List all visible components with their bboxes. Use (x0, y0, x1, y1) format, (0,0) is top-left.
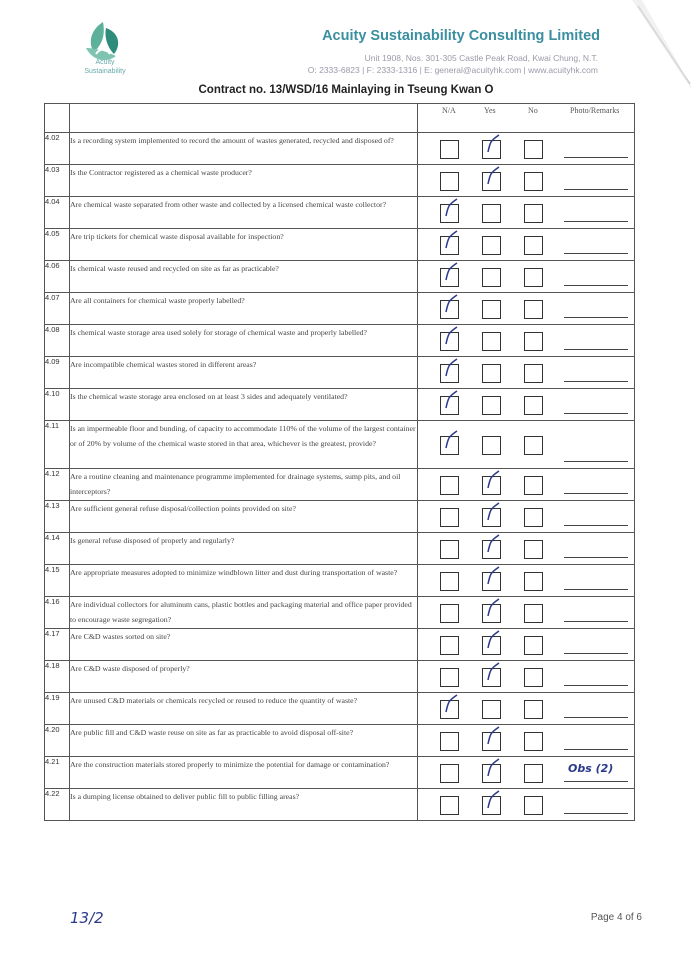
handwritten-page-note (68, 903, 118, 931)
no-checkbox[interactable] (524, 700, 543, 719)
item-number: 4.18 (45, 661, 70, 693)
answer-cell (418, 501, 635, 533)
na-checkbox[interactable] (440, 172, 459, 191)
checklist-row (45, 597, 635, 629)
yes-checkbox[interactable] (482, 204, 501, 223)
item-question: Is an impermeable floor and bunding, of capacity to accommodate 110% of the volume of the largest container or of 20% by volume of the chemical waste stored in that area, whichever is the greatest, provide? (70, 421, 418, 469)
tick-mark-icon (444, 294, 458, 316)
item-number: 4.21 (45, 757, 70, 789)
no-checkbox[interactable] (524, 636, 543, 655)
answer-cell (418, 565, 635, 597)
item-number: 4.06 (45, 261, 70, 293)
remarks-line[interactable] (564, 381, 628, 382)
checklist-row (45, 757, 635, 789)
answer-cell (418, 661, 635, 693)
yes-checkbox[interactable] (482, 332, 501, 351)
item-number: 4.14 (45, 533, 70, 565)
checklist-row (45, 661, 635, 693)
tick-mark-icon (444, 694, 458, 716)
no-checkbox[interactable] (524, 764, 543, 783)
na-checkbox[interactable] (440, 508, 459, 527)
tick-mark-icon (486, 630, 500, 652)
item-question: Are the construction materials stored properly to minimize the potential for damage or contamination? (70, 757, 418, 789)
item-number: 4.16 (45, 597, 70, 629)
remarks-line[interactable] (564, 813, 628, 814)
no-checkbox[interactable] (524, 732, 543, 751)
item-question: Are C&D waste disposed of properly? (70, 661, 418, 693)
answer-cell (418, 597, 635, 629)
tick-mark-icon (486, 726, 500, 748)
page-corner-fold (632, 0, 692, 90)
no-checkbox[interactable] (524, 572, 543, 591)
remarks-line[interactable] (564, 685, 628, 686)
item-question: Is the Contractor registered as a chemical waste producer? (70, 165, 418, 197)
tick-mark-icon (444, 262, 458, 284)
answer-cell (418, 421, 635, 469)
answer-cell (418, 789, 635, 821)
yes-checkbox[interactable] (482, 268, 501, 287)
remarks-line[interactable] (564, 253, 628, 254)
no-checkbox[interactable] (524, 476, 543, 495)
na-checkbox[interactable] (440, 540, 459, 559)
header-question-cell (70, 104, 418, 133)
checklist-row (45, 389, 635, 421)
item-question: Are public fill and C&D waste reuse on site as far as practicable to avoid disposal off-site? (70, 725, 418, 757)
checklist-row (45, 725, 635, 757)
item-question: Are a routine cleaning and maintenance programme implemented for drainage systems, sump pits, and oil interceptors? (70, 469, 418, 501)
remarks-line[interactable] (564, 525, 628, 526)
no-checkbox[interactable] (524, 204, 543, 223)
answer-cell (418, 389, 635, 421)
remarks-line[interactable] (564, 285, 628, 286)
header-answer-cell (418, 104, 635, 133)
item-question: Are trip tickets for chemical waste disposal available for inspection? (70, 229, 418, 261)
company-address (250, 52, 598, 76)
tick-mark-icon (486, 134, 500, 156)
tick-mark-icon (486, 470, 500, 492)
tick-mark-icon (486, 598, 500, 620)
contract-title: Contract no. 13/WSD/16 Mainlaying in Tseung Kwan O (198, 84, 494, 96)
no-checkbox[interactable] (524, 268, 543, 287)
item-question: Is chemical waste storage area used solely for storage of chemical waste and properly labelled? (70, 325, 418, 357)
answer-cell (418, 693, 635, 725)
no-checkbox[interactable] (524, 508, 543, 527)
remarks-line[interactable] (564, 653, 628, 654)
address-line: Unit 1908, Nos. 301-305 Castle Peak Road, Kwai Chung, N.T. (364, 53, 598, 63)
checklist-row (45, 533, 635, 565)
remarks-line[interactable] (564, 461, 628, 462)
answer-cell (418, 293, 635, 325)
no-checkbox[interactable] (524, 668, 543, 687)
no-checkbox[interactable] (524, 300, 543, 319)
item-number: 4.04 (45, 197, 70, 229)
checklist-row (45, 421, 635, 469)
item-question: Are sufficient general refuse disposal/collection points provided on site? (70, 501, 418, 533)
item-number: 4.20 (45, 725, 70, 757)
no-checkbox[interactable] (524, 332, 543, 351)
checklist-row (45, 229, 635, 261)
answer-cell (418, 261, 635, 293)
item-number: 4.13 (45, 501, 70, 533)
tick-mark-icon (486, 790, 500, 812)
na-checkbox[interactable] (440, 476, 459, 495)
tick-mark-icon (444, 390, 458, 412)
no-checkbox[interactable] (524, 172, 543, 191)
tick-mark-icon (486, 566, 500, 588)
item-question: Are all containers for chemical waste properly labelled? (70, 293, 418, 325)
checklist-row (45, 565, 635, 597)
answer-cell (418, 197, 635, 229)
item-question: Are chemical waste separated from other waste and collected by a licensed chemical waste collector? (70, 197, 418, 229)
remarks-line[interactable] (564, 317, 628, 318)
checklist-row (45, 325, 635, 357)
answer-cell (418, 757, 635, 789)
item-number: 4.12 (45, 469, 70, 501)
answer-cell (418, 629, 635, 661)
remarks-line[interactable] (564, 717, 628, 718)
checklist-row (45, 165, 635, 197)
tick-mark-icon (486, 758, 500, 780)
na-checkbox[interactable] (440, 636, 459, 655)
yes-checkbox[interactable] (482, 364, 501, 383)
remarks-line[interactable] (564, 413, 628, 414)
remarks-line[interactable] (564, 749, 628, 750)
logo-tagline: Sustainability (84, 68, 126, 75)
remarks-line[interactable] (564, 589, 628, 590)
tick-mark-icon (486, 166, 500, 188)
checklist-row (45, 197, 635, 229)
item-number: 4.02 (45, 133, 70, 165)
item-number: 4.08 (45, 325, 70, 357)
answer-cell (418, 533, 635, 565)
item-question: Are appropriate measures adopted to minimize windblown litter and dust during transportation of waste? (70, 565, 418, 597)
item-number: 4.07 (45, 293, 70, 325)
item-number: 4.17 (45, 629, 70, 661)
tick-mark-icon (444, 230, 458, 252)
tick-mark-icon (444, 198, 458, 220)
remarks-line[interactable] (564, 157, 628, 158)
na-checkbox[interactable] (440, 668, 459, 687)
remarks-line[interactable] (564, 189, 628, 190)
answer-cell (418, 469, 635, 501)
yes-checkbox[interactable] (482, 700, 501, 719)
header-no-cell (45, 104, 70, 133)
tick-mark-icon (444, 430, 458, 452)
answer-cell (418, 133, 635, 165)
remarks-line[interactable] (564, 349, 628, 350)
item-number: 4.05 (45, 229, 70, 261)
na-checkbox[interactable] (440, 604, 459, 623)
tick-mark-icon (486, 502, 500, 524)
tick-mark-icon (486, 534, 500, 556)
remarks-line[interactable] (564, 493, 628, 494)
remark-text: Obs (2) (568, 762, 614, 775)
checklist-row (45, 629, 635, 661)
tick-mark-icon (444, 326, 458, 348)
na-checkbox[interactable] (440, 140, 459, 159)
remarks-line[interactable] (564, 621, 628, 622)
no-checkbox[interactable] (524, 604, 543, 623)
na-checkbox[interactable] (440, 732, 459, 751)
checklist-row (45, 789, 635, 821)
item-question: Is the chemical waste storage area enclosed on at least 3 sides and adequately ventilated? (70, 389, 418, 421)
answer-cell (418, 357, 635, 389)
item-question: Is chemical waste reused and recycled on site as far as practicable? (70, 261, 418, 293)
logo-text (70, 58, 140, 76)
no-checkbox[interactable] (524, 540, 543, 559)
signature-text: 13/2 (70, 909, 104, 927)
checklist-row (45, 293, 635, 325)
contact-line: O: 2333-6823 | F: 2333-1316 | E: general@acuityhk.com | www.acuityhk.com (307, 65, 598, 75)
checklist-row (45, 133, 635, 165)
remarks-line[interactable] (564, 781, 628, 782)
remarks-line[interactable] (564, 557, 628, 558)
header-no: No (528, 106, 538, 115)
no-checkbox[interactable] (524, 436, 543, 455)
na-checkbox[interactable] (440, 796, 459, 815)
answer-cell (418, 325, 635, 357)
header-yes: Yes (484, 106, 496, 115)
item-question: Is a recording system implemented to record the amount of wastes generated, recycled and disposed of? (70, 133, 418, 165)
item-question: Are unused C&D materials or chemicals recycled or reused to reduce the quantity of waste? (70, 693, 418, 725)
header-na: N/A (442, 106, 456, 115)
checklist-row (45, 469, 635, 501)
na-checkbox[interactable] (440, 572, 459, 591)
na-checkbox[interactable] (440, 764, 459, 783)
item-number: 4.15 (45, 565, 70, 597)
item-number: 4.11 (45, 421, 70, 469)
item-number: 4.19 (45, 693, 70, 725)
table-header-row (45, 104, 635, 133)
tick-mark-icon (486, 662, 500, 684)
company-name: Acuity Sustainability Consulting Limited (322, 28, 600, 44)
item-number: 4.03 (45, 165, 70, 197)
item-question: Are incompatible chemical wastes stored in different areas? (70, 357, 418, 389)
checklist-row (45, 261, 635, 293)
page-number: Page 4 of 6 (590, 912, 642, 923)
no-checkbox[interactable] (524, 796, 543, 815)
item-number: 4.22 (45, 789, 70, 821)
answer-cell (418, 229, 635, 261)
checklist-row (45, 501, 635, 533)
item-question: Is a dumping license obtained to deliver public fill to public filling areas? (70, 789, 418, 821)
no-checkbox[interactable] (524, 140, 543, 159)
yes-checkbox[interactable] (482, 300, 501, 319)
item-question: Are C&D wastes sorted on site? (70, 629, 418, 661)
item-number: 4.10 (45, 389, 70, 421)
item-question: Is general refuse disposed of properly and regularly? (70, 533, 418, 565)
answer-cell (418, 165, 635, 197)
item-question: Are individual collectors for aluminum cans, plastic bottles and packaging material and office paper provided to encourage waste segregation? (70, 597, 418, 629)
yes-checkbox[interactable] (482, 436, 501, 455)
checklist-row (45, 357, 635, 389)
no-checkbox[interactable] (524, 236, 543, 255)
checklist-row (45, 693, 635, 725)
no-checkbox[interactable] (524, 396, 543, 415)
remarks-line[interactable] (564, 221, 628, 222)
checklist-table (44, 103, 635, 821)
answer-cell (418, 725, 635, 757)
no-checkbox[interactable] (524, 364, 543, 383)
tick-mark-icon (444, 358, 458, 380)
item-number: 4.09 (45, 357, 70, 389)
yes-checkbox[interactable] (482, 236, 501, 255)
yes-checkbox[interactable] (482, 396, 501, 415)
logo-name: Acuity (95, 59, 115, 66)
header-remarks: Photo/Remarks (570, 106, 620, 115)
